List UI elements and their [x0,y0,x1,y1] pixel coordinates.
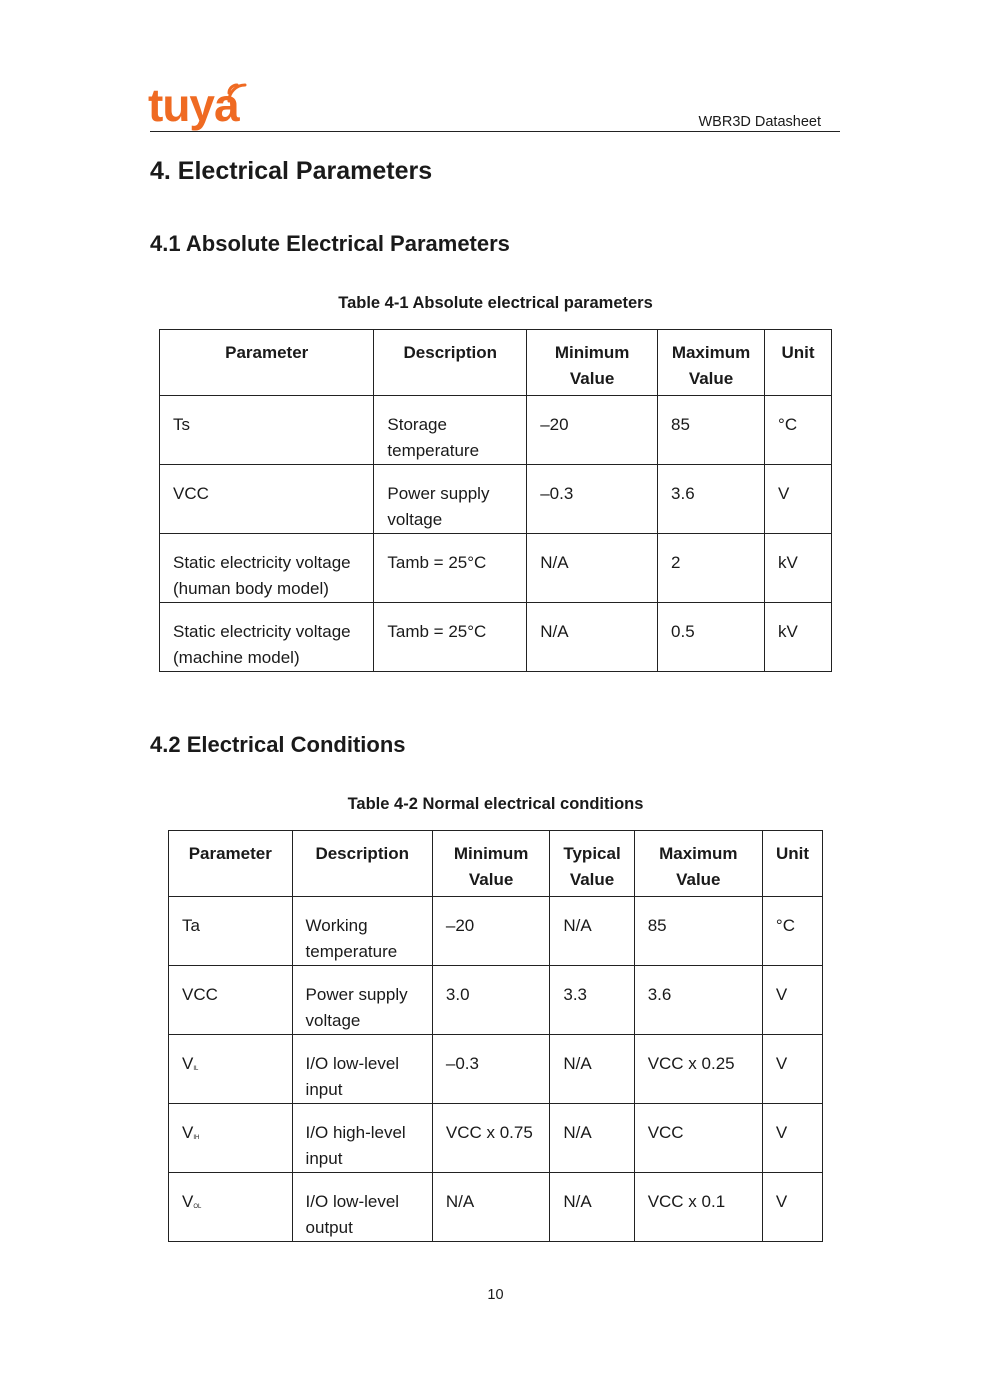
table-cell: Ts [160,396,374,465]
header-divider [150,131,840,132]
table-cell: N/A [550,1173,634,1242]
tuya-logo [148,80,252,130]
table-cell: V [762,1173,822,1242]
signal-wave-icon [226,82,248,104]
table-cell: N/A [527,534,658,603]
table-cell: I/O high-level input [292,1104,432,1173]
table-cell: N/A [550,1104,634,1173]
table-cell: Power supply voltage [374,465,527,534]
table-cell: VCC [634,1104,762,1173]
parameter-symbol: VCC [182,985,218,1004]
section-title: 4. Electrical Parameters [150,157,433,185]
table-row [160,396,832,465]
table-cell: N/A [432,1173,549,1242]
parameter-subscript: OL [193,1204,202,1210]
table-cell: N/A [550,897,634,966]
header-cell: Unit [765,330,832,396]
header-cell: Minimum Value [527,330,658,396]
table-cell: 2 [658,534,765,603]
table-row [160,534,832,603]
table-cell: VCC x 0.1 [634,1173,762,1242]
table-cell: Working temperature [292,897,432,966]
table-cell: –20 [527,396,658,465]
table-cell: –20 [432,897,549,966]
table-cell: 3.6 [658,465,765,534]
table-cell: Static electricity voltage (human body model) [160,534,374,603]
table-row [169,1035,823,1104]
header-cell: Minimum Value [432,831,549,897]
parameter-cell [169,897,293,966]
absolute-parameters-table [159,329,832,672]
document-title: WBR3D Datasheet [698,114,821,130]
table-cell: V [762,1104,822,1173]
parameter-cell [169,1104,293,1173]
table-4-2-caption: Table 4-2 Normal electrical conditions [347,795,644,813]
table-row [169,1104,823,1173]
parameter-subscript: IH [193,1135,200,1141]
table-cell: VCC x 0.75 [432,1104,549,1173]
table-cell: °C [765,396,832,465]
table-cell: I/O low-level output [292,1173,432,1242]
parameter-subscript: IL [193,1066,199,1072]
header-cell: Maximum Value [634,831,762,897]
header-cell: Unit [762,831,822,897]
table-cell: Tamb = 25°C [374,603,527,672]
table-cell: 85 [658,396,765,465]
table-cell: N/A [527,603,658,672]
parameter-symbol: Ta [182,916,200,935]
parameter-cell [169,966,293,1035]
table-cell: N/A [550,1035,634,1104]
table-cell: Storage temperature [374,396,527,465]
table-cell: V [762,966,822,1035]
parameter-symbol: V [182,1192,194,1211]
table-cell: °C [762,897,822,966]
table-cell: kV [765,603,832,672]
logo-wordmark: tuya [148,79,239,131]
table-cell: VCC x 0.25 [634,1035,762,1104]
table-cell: I/O low-level input [292,1035,432,1104]
header-cell: Maximum Value [658,330,765,396]
header-cell: Description [374,330,527,396]
table-header-row [169,831,823,897]
parameter-cell [169,1035,293,1104]
table-cell: kV [765,534,832,603]
header-cell: Description [292,831,432,897]
table-cell: –0.3 [527,465,658,534]
table-cell: 3.0 [432,966,549,1035]
table-cell: V [762,1035,822,1104]
subsection-title-4-1: 4.1 Absolute Electrical Parameters [150,231,510,256]
header-cell: Typical Value [550,831,634,897]
table-cell: 85 [634,897,762,966]
table-cell: Tamb = 25°C [374,534,527,603]
table-cell: Power supply voltage [292,966,432,1035]
page-number: 10 [487,1287,504,1303]
parameter-symbol: V [182,1123,194,1142]
table-cell: VCC [160,465,374,534]
table-header-row [160,330,832,396]
table-cell: –0.3 [432,1035,549,1104]
header-cell: Parameter [160,330,374,396]
table-4-1-caption: Table 4-1 Absolute electrical parameters [338,294,653,312]
table-cell: V [765,465,832,534]
table-row [169,897,823,966]
table-cell: 3.6 [634,966,762,1035]
table-row [169,966,823,1035]
header-cell: Parameter [169,831,293,897]
table-row [160,603,832,672]
table-row [169,1173,823,1242]
table-cell: Static electricity voltage (machine model) [160,603,374,672]
parameter-cell [169,1173,293,1242]
table-row [160,465,832,534]
subsection-title-4-2: 4.2 Electrical Conditions [150,732,406,757]
parameter-symbol: V [182,1054,194,1073]
table-cell: 3.3 [550,966,634,1035]
table-cell: 0.5 [658,603,765,672]
electrical-conditions-table [168,830,823,1242]
